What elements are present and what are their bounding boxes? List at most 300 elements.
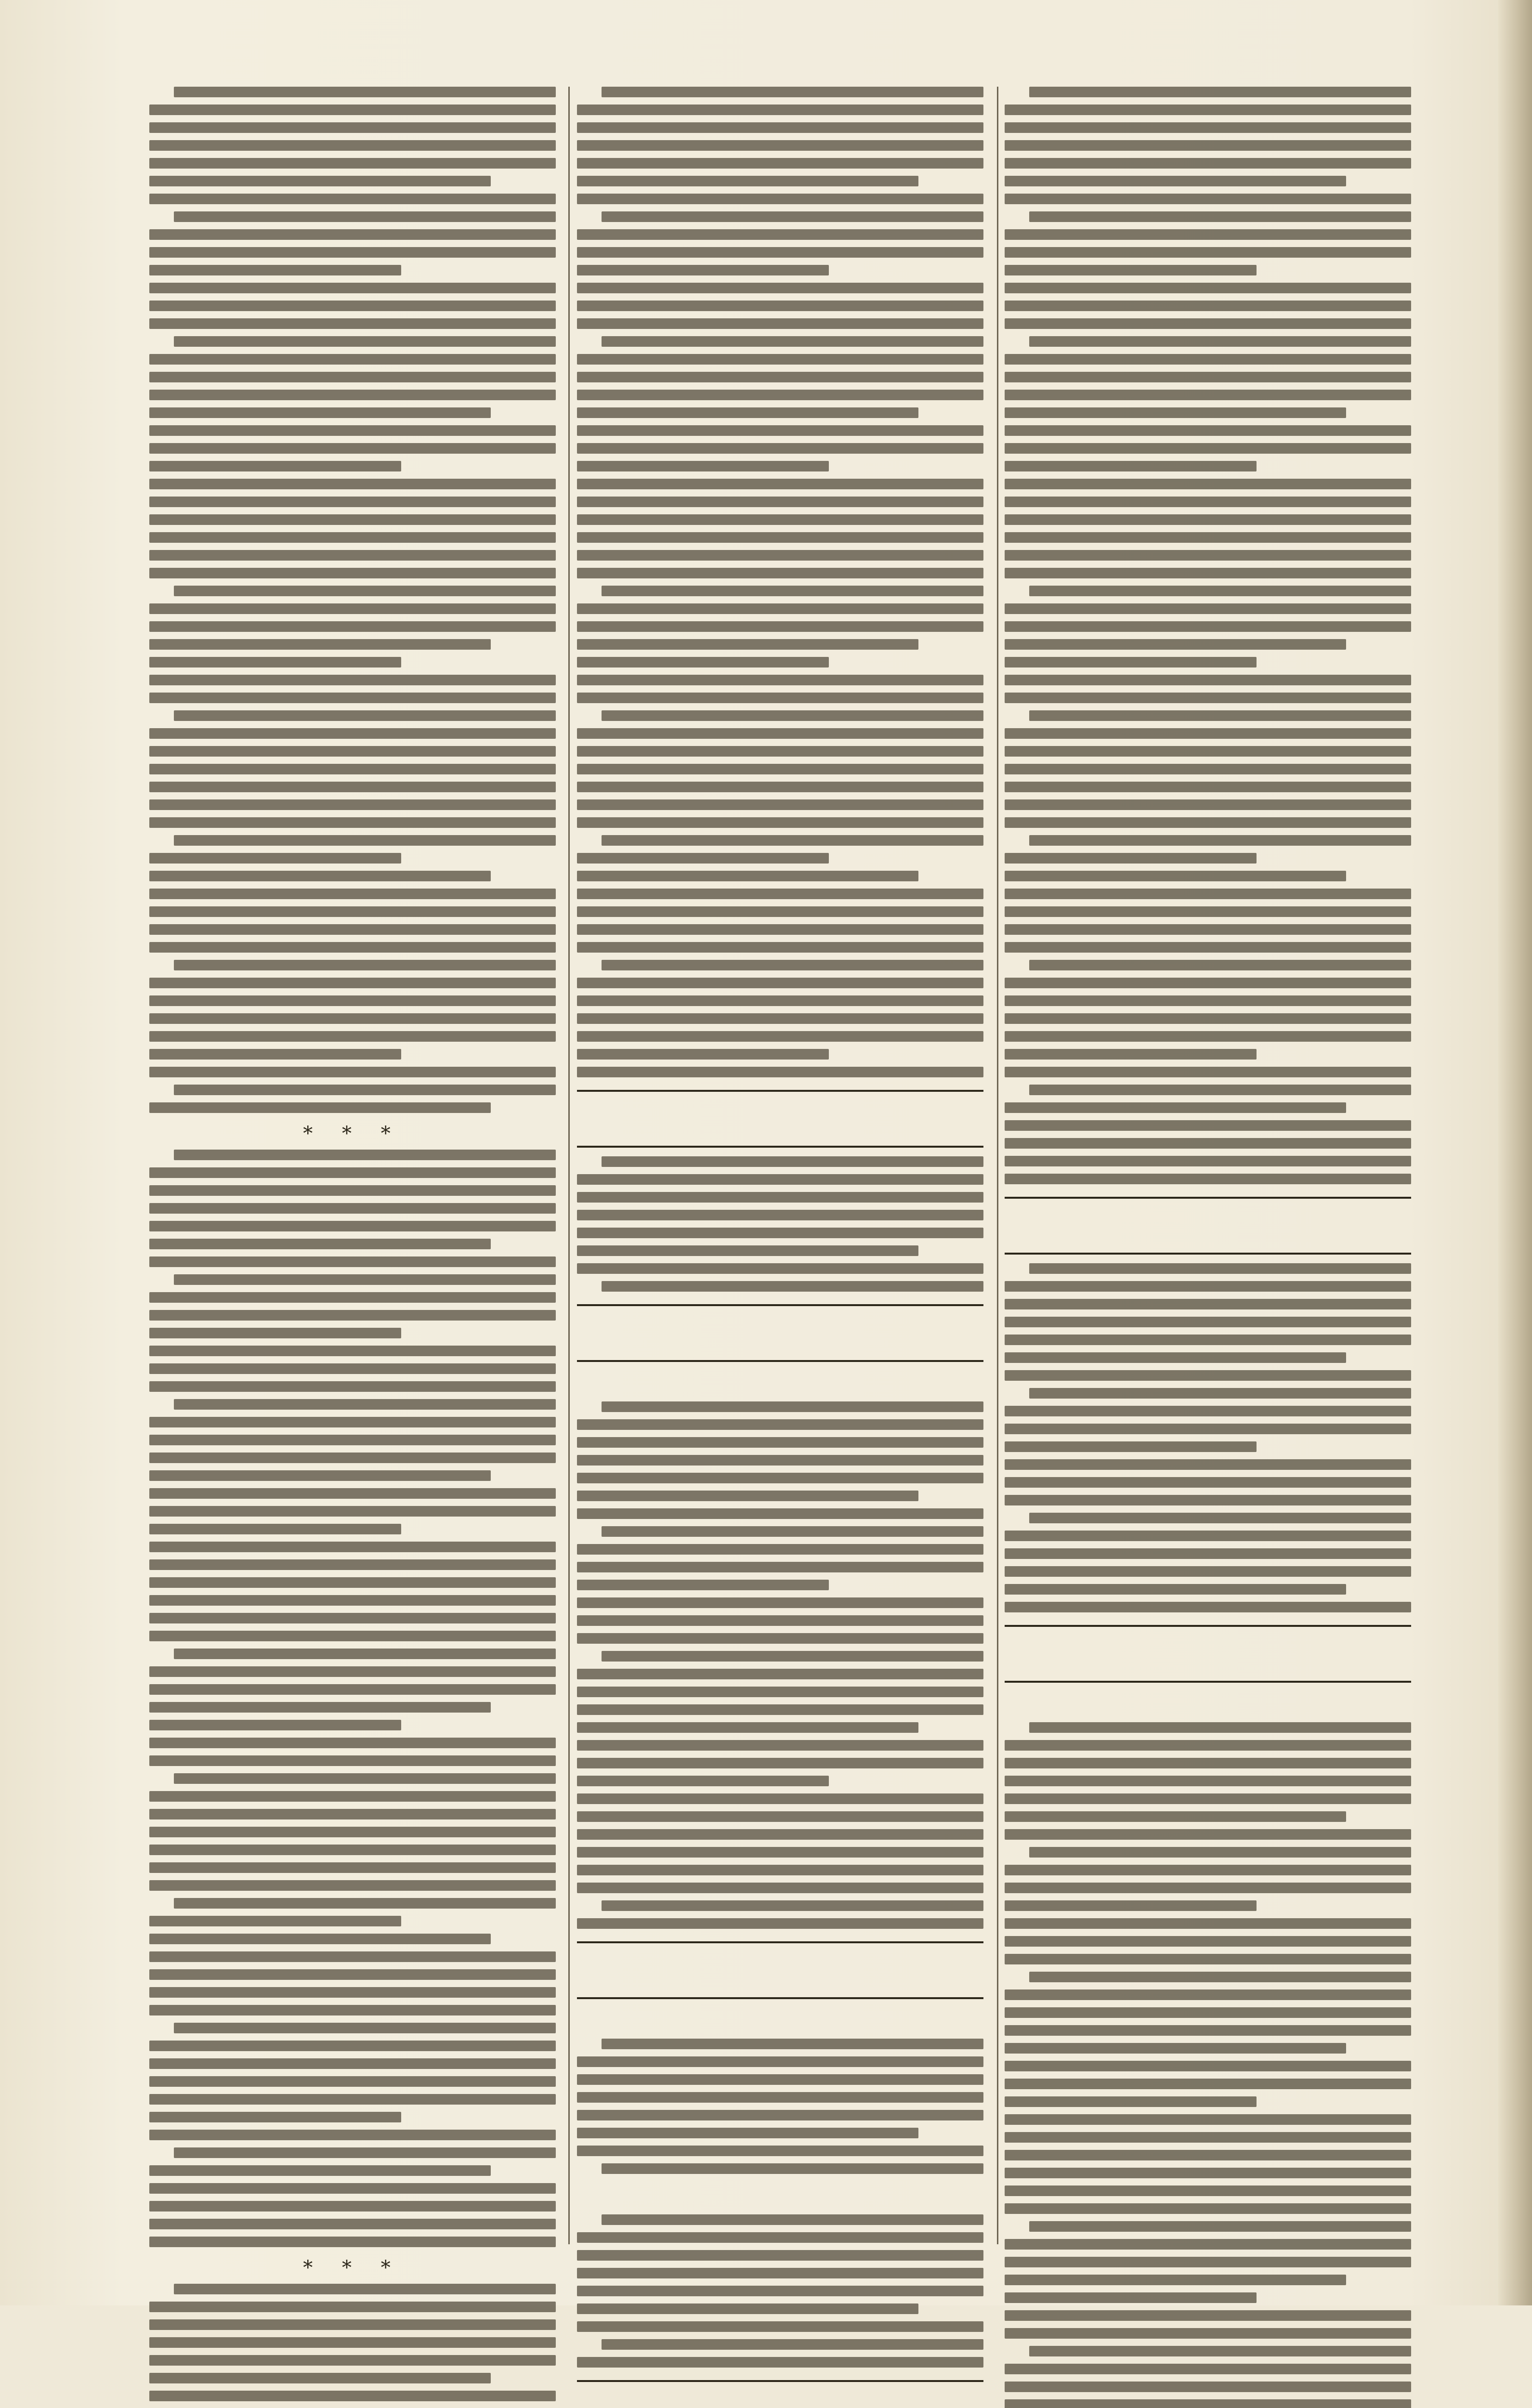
text-line [149,2094,556,2105]
text-line [577,1491,918,1501]
text-line [149,1417,556,1427]
text-line [577,1883,983,1893]
text-line [174,336,556,347]
text-line [577,1508,983,1519]
text-line [1005,675,1411,685]
text-line [149,782,556,792]
text-line [149,2355,556,2366]
text-line [1029,835,1411,846]
text-line [577,1580,829,1590]
text-line [1005,532,1411,543]
text-line [577,924,983,935]
text-line [577,247,983,258]
text-line [149,799,556,810]
text-line [577,532,983,543]
text-line [577,354,983,365]
article-text-block [577,2214,983,2368]
section-header [577,1304,983,1362]
text-line [1005,1548,1411,1559]
text-line [1005,1531,1411,1541]
text-line [577,2286,983,2296]
text-line [1005,1406,1411,1416]
text-line [577,461,829,471]
text-line [577,1722,918,1733]
text-line [1005,1281,1411,1292]
text-line [149,194,556,204]
text-line [149,532,556,543]
text-line [1005,2328,1411,2339]
article-text-block [149,1150,556,2247]
text-line [602,2339,983,2350]
text-line [602,1401,983,1412]
article-text-block [149,2284,556,2408]
text-line [1005,1102,1346,1113]
text-line [1029,1722,1411,1733]
text-line [1005,514,1411,525]
text-line [577,2074,983,2085]
text-line [577,1544,983,1555]
text-line [149,1666,556,1677]
text-line [577,550,983,561]
text-line [1005,1335,1411,1345]
text-line [1005,1936,1411,1947]
text-line [1029,87,1411,97]
text-line [602,87,983,97]
text-line [602,1900,983,1911]
text-line [149,1987,556,1998]
text-line [174,710,556,721]
text-line [1005,2132,1411,2143]
text-line [174,1274,556,1285]
text-line [1005,247,1411,258]
text-line [1005,158,1411,169]
text-line [149,1559,556,1570]
text-line [149,1595,556,1606]
text-line [577,2303,918,2314]
text-line [577,1633,983,1644]
text-line [577,1228,983,1238]
text-line [149,1185,556,1196]
text-line [1005,1352,1346,1363]
text-line [1005,1299,1411,1309]
text-line [1005,2186,1411,2196]
text-line [1005,995,1411,1006]
text-line [1005,2150,1411,2160]
text-line [1005,1174,1411,1184]
text-line [577,283,983,293]
text-line [149,1453,556,1463]
article-text-block [577,2039,983,2174]
text-line [1005,1918,1411,1929]
text-line [149,2337,556,2348]
text-line [577,514,983,525]
text-line [1005,693,1411,703]
text-line [577,1263,983,1274]
text-line [174,1898,556,1909]
text-line [602,2039,983,2049]
text-line [602,1281,983,1292]
text-line [1005,461,1257,471]
text-line [577,2056,983,2067]
article-text-block [149,87,556,1113]
article-title [577,2008,983,2032]
article-text-block [1005,1722,1411,2408]
text-line [577,443,983,454]
text-line [1005,1883,1411,1893]
text-line [149,1506,556,1517]
article-text-block [577,1156,983,1292]
text-line [1005,639,1346,650]
text-line [149,407,491,418]
text-line [174,2023,556,2033]
text-line [1005,194,1411,204]
text-line [1029,1972,1411,1982]
text-line [1005,1441,1257,1452]
text-line [577,2128,918,2138]
text-line [1005,176,1346,186]
text-line [1005,2043,1346,2054]
text-line [1005,354,1411,365]
text-line [1005,621,1411,632]
text-line [1005,817,1411,828]
article-text-block [1005,1263,1411,1612]
text-line [149,1470,491,1481]
text-line [149,2058,556,2069]
text-line [577,2092,983,2103]
text-line [1005,1793,1411,1804]
text-line [1005,906,1411,917]
text-line [174,2147,556,2158]
text-line [577,105,983,115]
text-line [149,693,556,703]
text-line [1005,2079,1411,2089]
text-line [174,835,556,846]
text-line [577,906,983,917]
text-line [602,1156,983,1167]
text-line [1005,1740,1411,1751]
text-line [1005,425,1411,436]
text-line [577,1437,983,1448]
text-line [1005,1989,1411,2000]
text-line [149,461,401,471]
text-line [1005,550,1411,561]
text-line [1005,1067,1411,1077]
text-line [1005,2239,1411,2250]
text-line [149,1613,556,1623]
text-line [1005,1120,1411,1131]
text-line [577,1067,983,1077]
text-line [149,247,556,258]
text-line [577,1245,918,1256]
text-line [1005,764,1411,774]
text-line [1005,1566,1411,1577]
text-line [1005,1317,1411,1327]
text-line [577,1473,983,1483]
text-line [149,283,556,293]
text-line [577,817,983,828]
text-line [174,211,556,222]
text-line [1005,479,1411,489]
text-line [602,1651,983,1662]
text-line [1029,710,1411,721]
article-text-block [1005,87,1411,1184]
text-line [149,1577,556,1588]
text-line [577,942,983,953]
text-line [149,425,556,436]
text-line [577,318,983,329]
text-line [577,1615,983,1626]
section-header [1005,1625,1411,1683]
text-line [149,2130,556,2140]
text-line [577,372,983,382]
text-line [174,1773,556,1784]
page-binding-edge [1498,0,1532,2305]
text-line [577,176,918,186]
column-rule [997,87,998,2244]
text-line [1005,1758,1411,1768]
text-line [149,1167,556,1178]
text-line [577,2110,983,2120]
text-line [149,1969,556,1980]
text-line [149,2373,491,2383]
text-line [577,2232,983,2243]
text-line [149,871,491,881]
text-line [149,1827,556,1837]
text-line [1005,372,1411,382]
article-columns [149,82,1411,2279]
text-line [149,2237,556,2247]
text-line [577,229,983,240]
text-line [149,390,556,400]
text-line [149,479,556,489]
text-line [149,1049,401,1060]
text-line [149,1845,556,1855]
text-line [149,2183,556,2194]
text-line [1005,942,1411,953]
text-line [577,746,983,757]
text-line [149,158,556,169]
text-line [149,764,556,774]
text-line [1005,318,1411,329]
text-line [149,1951,556,1962]
text-line [149,1013,556,1024]
text-line [174,960,556,970]
text-line [577,301,983,311]
text-line [1005,1138,1411,1149]
text-line [1005,871,1346,881]
text-line [1005,2382,1411,2392]
text-line [149,746,556,757]
text-line [577,1687,983,1697]
text-line [149,1256,556,1267]
text-line [149,728,556,739]
text-line [577,1740,983,1751]
text-line [577,2321,983,2332]
text-line [577,1847,983,1858]
text-line [577,497,983,507]
text-line [149,1631,556,1641]
text-line [577,1793,983,1804]
text-line [577,1829,983,1840]
text-line [149,1102,491,1113]
text-line [1005,1156,1411,1166]
text-line [149,1880,556,1891]
text-line [577,2357,983,2368]
text-line [1029,1263,1411,1274]
text-line [577,1174,983,1185]
text-line [149,1738,556,1748]
text-line [149,889,556,899]
text-line [577,479,983,489]
text-line [577,621,983,632]
text-line [602,710,983,721]
text-line [577,799,983,810]
text-line [1005,2275,1346,2285]
text-line [577,1562,983,1572]
text-line [149,1916,401,1926]
text-line [149,1755,556,1766]
text-line [577,603,983,614]
text-line [1005,407,1346,418]
text-line [577,1811,983,1822]
text-line [1005,603,1411,614]
text-line [577,657,829,667]
text-line [577,1013,983,1024]
text-line [1005,2114,1411,2125]
text-line [1005,1495,1411,1505]
text-line [149,1203,556,1214]
text-line [1005,657,1257,667]
text-line [149,1067,556,1077]
text-line [577,639,918,650]
text-line [602,2163,983,2174]
text-line [1005,105,1411,115]
text-line [1029,586,1411,596]
text-line [577,2250,983,2261]
text-line [577,265,829,275]
text-line [149,318,556,329]
text-line [149,924,556,935]
text-line [149,2219,556,2229]
text-line [1005,2007,1411,2018]
section-header [577,2380,983,2408]
text-line [577,407,918,418]
text-line [577,1455,983,1466]
text-line [149,1239,491,1249]
text-line [149,1031,556,1042]
text-line [149,942,556,953]
text-line [1005,140,1411,151]
text-line [149,1363,556,1374]
text-line [149,1791,556,1802]
text-line [149,2112,401,2122]
text-line [149,301,556,311]
text-line [1005,122,1411,133]
text-line [149,1809,556,1819]
section-header [577,1090,983,1148]
text-line [1005,2364,1411,2374]
text-line [577,995,983,1006]
text-line [577,764,983,774]
text-line [149,853,401,864]
text-line [1005,2061,1411,2071]
text-line [1029,1847,1411,1858]
text-line [149,176,491,186]
text-line [1005,2399,1411,2408]
text-line [149,372,556,382]
text-line [1005,889,1411,899]
text-line [174,2284,556,2294]
text-line [149,1934,491,1944]
column-rule [568,87,570,2244]
text-line [577,390,983,400]
column-right [1005,82,1411,2408]
text-line [1005,1811,1346,1822]
text-line [577,140,983,151]
text-line [577,853,829,864]
text-line [1029,2346,1411,2356]
text-line [577,568,983,578]
text-line [149,122,556,133]
text-line [1005,1584,1346,1595]
article-title [577,1371,983,1395]
text-line [1005,1013,1411,1024]
text-line [149,2302,556,2312]
text-line [577,1597,983,1608]
article-text-block [577,1401,983,1929]
text-line [149,140,556,151]
text-line [577,194,983,204]
text-line [149,1702,491,1713]
section-header [1005,1197,1411,1255]
text-line [149,657,401,667]
text-line [149,675,556,685]
text-line [1029,1085,1411,1095]
text-line [1005,1954,1411,1964]
text-line [1005,301,1411,311]
text-line [149,2041,556,2051]
text-line [149,2391,556,2401]
text-line [149,2319,556,2330]
text-line [577,1776,829,1786]
text-line [1005,2292,1257,2303]
article-text-block [577,87,983,1077]
text-line [149,1435,556,1445]
text-line [577,1192,983,1203]
text-line [1005,728,1411,739]
text-line [149,1684,556,1695]
text-line [577,425,983,436]
text-line [1005,2257,1411,2267]
text-line [1005,443,1411,454]
text-line [1029,2221,1411,2232]
text-line [577,1031,983,1042]
text-line [1005,2310,1411,2321]
text-line [577,2146,983,2156]
text-line [1005,1776,1411,1786]
text-line [1005,2025,1411,2036]
text-line [577,889,983,899]
text-line [1005,283,1411,293]
text-line [174,1150,556,1160]
text-line [1005,390,1411,400]
text-line [149,906,556,917]
text-line [1005,265,1257,275]
text-line [149,1310,556,1321]
text-line [602,586,983,596]
text-line [149,1488,556,1499]
text-line [149,1381,556,1392]
